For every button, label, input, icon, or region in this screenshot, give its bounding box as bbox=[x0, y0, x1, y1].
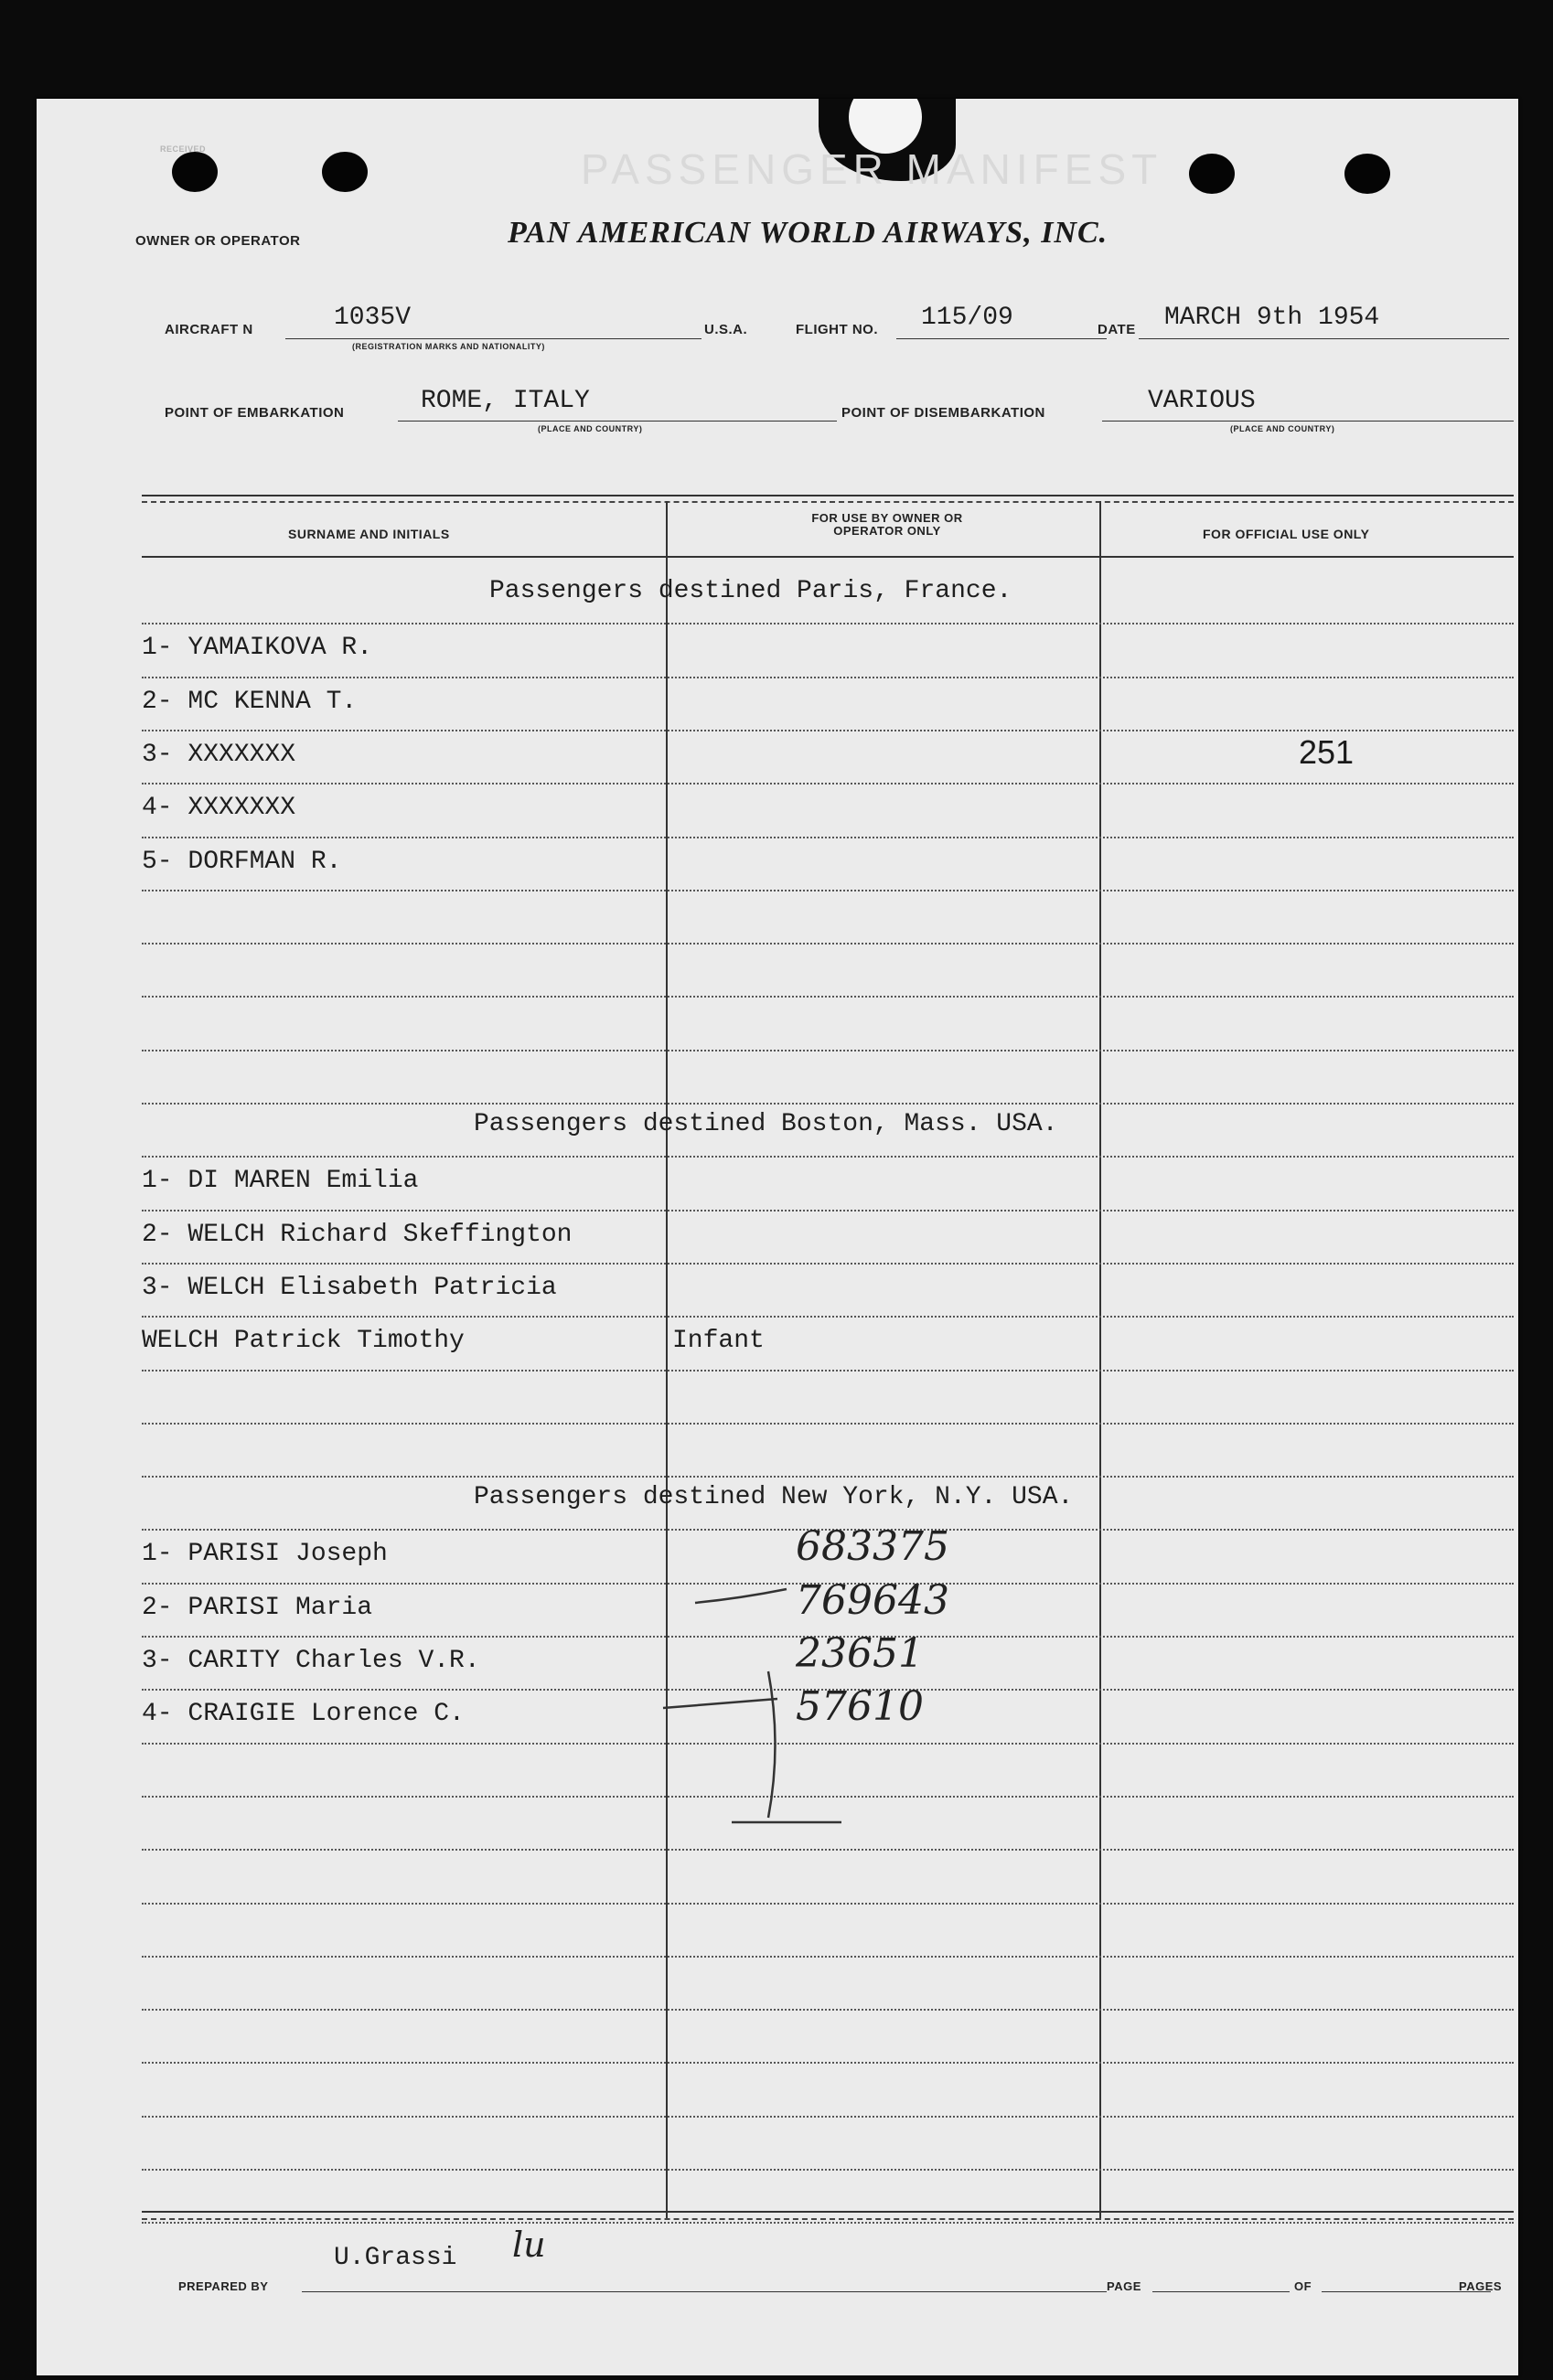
prepared-by-underline bbox=[302, 2291, 1107, 2292]
passenger-name: WELCH Patrick Timothy bbox=[142, 1327, 465, 1356]
row-rule bbox=[142, 783, 1514, 784]
row-rule bbox=[142, 1476, 1514, 1478]
usa-label: U.S.A. bbox=[704, 322, 748, 337]
aircraft-value: 1035V bbox=[334, 304, 412, 332]
manifest-ghost-title: PASSENGER MANIFEST bbox=[581, 145, 1163, 193]
row-rule bbox=[142, 1050, 1514, 1051]
embark-sublabel: (PLACE AND COUNTRY) bbox=[538, 424, 643, 433]
row-rule bbox=[142, 2062, 1514, 2064]
pages-label: PAGES bbox=[1459, 2279, 1503, 2293]
row-rule bbox=[142, 890, 1514, 891]
group-heading: Passengers destined Paris, France. bbox=[489, 577, 1012, 605]
passenger-name: 1- DI MAREN Emilia bbox=[142, 1167, 419, 1196]
date-label: DATE bbox=[1098, 322, 1136, 337]
column-divider bbox=[1099, 501, 1101, 2220]
punch-hole bbox=[172, 152, 218, 192]
owner-label: OWNER OR OPERATOR bbox=[135, 233, 301, 249]
row-rule bbox=[142, 1103, 1514, 1105]
passenger-name: 4- XXXXXXX bbox=[142, 794, 296, 823]
embark-label: POINT OF EMBARKATION bbox=[165, 405, 345, 421]
disembark-label: POINT OF DISEMBARKATION bbox=[841, 405, 1045, 421]
disembark-sublabel: (PLACE AND COUNTRY) bbox=[1230, 424, 1335, 433]
flight-underline bbox=[896, 338, 1107, 339]
punch-hole bbox=[1189, 154, 1235, 194]
embark-underline bbox=[398, 421, 837, 422]
punch-hole bbox=[1344, 154, 1390, 194]
group-heading: Passengers destined New York, N.Y. USA. bbox=[474, 1483, 1074, 1512]
page-label: PAGE bbox=[1107, 2279, 1141, 2293]
row-rule bbox=[142, 1210, 1514, 1211]
group-heading: Passengers destined Boston, Mass. USA. bbox=[474, 1110, 1058, 1138]
row-rule bbox=[142, 943, 1514, 945]
row-rule bbox=[142, 1423, 1514, 1425]
prepared-by-label: PREPARED BY bbox=[178, 2279, 269, 2293]
footer-rule-2 bbox=[142, 2218, 1514, 2220]
received-stamp: RECEIVED bbox=[160, 144, 207, 154]
passenger-name: 1- YAMAIKOVA R. bbox=[142, 634, 373, 663]
row-rule bbox=[142, 2009, 1514, 2011]
column-divider bbox=[666, 501, 668, 2220]
owner-use-value: 683375 bbox=[796, 1523, 949, 1571]
row-rule bbox=[142, 1370, 1514, 1371]
aircraft-label: AIRCRAFT N bbox=[165, 322, 253, 337]
aircraft-underline bbox=[285, 338, 702, 339]
date-value: MARCH 9th 1954 bbox=[1164, 304, 1380, 332]
prepared-by-value: U.Grassi bbox=[334, 2244, 457, 2272]
owner-use-value: Infant bbox=[672, 1327, 765, 1356]
owner-use-value: 769643 bbox=[796, 1576, 949, 1624]
passenger-name: 2- WELCH Richard Skeffington bbox=[142, 1220, 573, 1249]
row-rule bbox=[142, 1956, 1514, 1958]
row-rule bbox=[142, 2116, 1514, 2118]
row-rule bbox=[142, 837, 1514, 838]
passenger-name: 2- MC KENNA T. bbox=[142, 687, 358, 716]
col-surname-header: SURNAME AND INITIALS bbox=[288, 527, 450, 541]
owner-use-value: 57610 bbox=[796, 1683, 924, 1731]
row-rule bbox=[142, 1156, 1514, 1158]
footer-rule-1 bbox=[142, 2211, 1514, 2213]
passenger-name: 4- CRAIGIE Lorence C. bbox=[142, 1700, 465, 1729]
handwritten-initials: lu bbox=[512, 2225, 546, 2265]
embark-value: ROME, ITALY bbox=[421, 387, 590, 415]
punch-hole bbox=[322, 152, 368, 192]
flight-value: 115/09 bbox=[921, 304, 1013, 332]
table-top-rule-1 bbox=[142, 495, 1514, 496]
passenger-name: 3- CARITY Charles V.R. bbox=[142, 1647, 480, 1675]
of-label: OF bbox=[1294, 2279, 1312, 2293]
row-rule bbox=[142, 1903, 1514, 1905]
row-rule bbox=[142, 730, 1514, 731]
row-rule bbox=[142, 677, 1514, 678]
page-underline bbox=[1152, 2291, 1290, 2292]
col-owner-header: FOR USE BY OWNER OR OPERATOR ONLY bbox=[811, 511, 963, 538]
handwritten-bracket bbox=[622, 1562, 951, 1854]
col-official-header: FOR OFFICIAL USE ONLY bbox=[1203, 527, 1370, 541]
row-rule bbox=[142, 996, 1514, 998]
row-rule bbox=[142, 2222, 1514, 2224]
disembark-value: VARIOUS bbox=[1148, 387, 1256, 415]
row-rule bbox=[142, 1316, 1514, 1318]
row-rule bbox=[142, 623, 1514, 624]
company-name: PAN AMERICAN WORLD AIRWAYS, INC. bbox=[508, 216, 1109, 250]
passenger-name: 3- XXXXXXX bbox=[142, 740, 296, 769]
passenger-name: 3- WELCH Elisabeth Patricia bbox=[142, 1273, 557, 1302]
disembark-underline bbox=[1102, 421, 1514, 422]
table-top-rule-2 bbox=[142, 501, 1514, 503]
official-note: 251 bbox=[1299, 732, 1355, 771]
passenger-name: 1- PARISI Joseph bbox=[142, 1540, 388, 1569]
flight-label: FLIGHT NO. bbox=[796, 322, 878, 337]
passenger-name: 5- DORFMAN R. bbox=[142, 847, 342, 876]
passenger-name: 2- PARISI Maria bbox=[142, 1593, 373, 1622]
row-rule bbox=[142, 2169, 1514, 2171]
row-rule bbox=[142, 1263, 1514, 1265]
aircraft-sublabel: (REGISTRATION MARKS AND NATIONALITY) bbox=[352, 342, 545, 351]
header-bottom-rule bbox=[142, 556, 1514, 558]
owner-use-value: 23651 bbox=[796, 1630, 924, 1677]
date-underline bbox=[1139, 338, 1509, 339]
manifest-sheet bbox=[37, 99, 1518, 2375]
